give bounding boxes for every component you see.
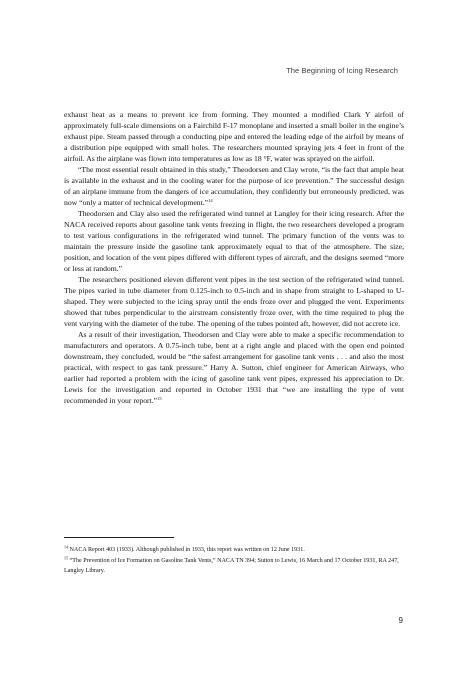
page-number: 9 (398, 616, 403, 625)
paragraph-text: The researchers positioned eleven different vent pipes in the test section of the refrigerated wind tunnel. The pipes varied in tube diameter from 0.125-inch to 0.5-inch and in shape from straight to L-shaped to U-shaped. They were subjected to the icing spray until the ends froze over and plugged the vent. Experiments showed that tubes perpendicular to the airstream consistently froze over, with the time required to plug the vent varying with the diameter of the tube. The opening of the tubes pointed aft, however, did not accrete ice. (64, 275, 404, 328)
footnote-divider (64, 537, 174, 538)
paragraph (64, 109, 404, 164)
paragraph (64, 329, 404, 406)
paragraph-text: exhaust heat as a means to prevent ice from forming. They mounted a modified Clark Y airfoil of approximately full-scale dimensions on a Fairchild F-17 monoplane and inserted a small boiler in the engine’s exhaust pipe. Steam passed through a conducting pipe and entered the leading edge of the airfoil by means of a distribution pipe equipped with small holes. The researchers mounted spraying jets 4 feet in front of the airfoil. As the airplane was flown into temperatures as low as 18 °F, water was sprayed on the airfoil. (64, 110, 404, 163)
paragraph-text: As a result of their investigation, Theodorsen and Clay were able to make a specific recommendation to manufacturers and operators. A 0.75-inch tube, bent at a right angle and placed with the open end pointed downstream, they concluded, would be “the safest arrangement for gasoline tank vents . . . and also the most practical, with respect to gas tank pressure.” Harry A. Sutton, chief engineer for American Airways, who earlier had reported a problem with the icing of gasoline tank vent pipes, expressed his appreciation to Dr. Lewis for the investigation and reported in October 1931 that “we are installing the type of vent recommended in your report.” (64, 330, 404, 405)
paragraph-text: Theodorsen and Clay also used the refrigerated wind tunnel at Langley for their icing research. After the NACA received reports about gasoline tank vents freezing in flight, the two researchers developed a program to test various configurations in the refrigerated wind tunnel. The primary function of the vents was to maintain the pressure inside the gasoline tank approximately equal to that of the atmosphere. The size, position, and location of the vent pipes differed with different types of aircraft, and the designs seemed “more or less at random.” (64, 209, 404, 273)
footnote-number: 15 (64, 555, 68, 560)
paragraph (64, 274, 404, 329)
footnote (64, 545, 404, 556)
footnote-ref[interactable]: 15 (157, 396, 162, 401)
footnote-text: NACA Report 403 (1933). Although published in 1933, this report was written on 12 June 1931. (69, 547, 305, 553)
footnote-text: “The Prevention of Ice Formation on Gasoline Tank Vents,” NACA TN 394; Sutton to Lewis, 16 March and 17 October 1931, RA 247, Langley Library. (64, 557, 399, 574)
paragraph (64, 164, 404, 208)
footnote (64, 556, 404, 577)
footnote-ref[interactable]: 14 (208, 198, 213, 203)
running-head: The Beginning of Icing Research (286, 66, 398, 75)
body-text (64, 109, 404, 406)
paragraph (64, 208, 404, 274)
footnotes (64, 545, 404, 577)
paragraph-text: “The most essential result obtained in this study,” Theodorsen and Clay wrote, “is the fact that ample heat is available in the exhaust and in the cooling water for the purpose of ice prevention.” The successful design of an airplane immune from the dangers of ice accumulation, they confidently but erroneously predicted, was now “only a matter of technical development.” (64, 165, 404, 207)
footnote-number: 14 (64, 544, 68, 550)
